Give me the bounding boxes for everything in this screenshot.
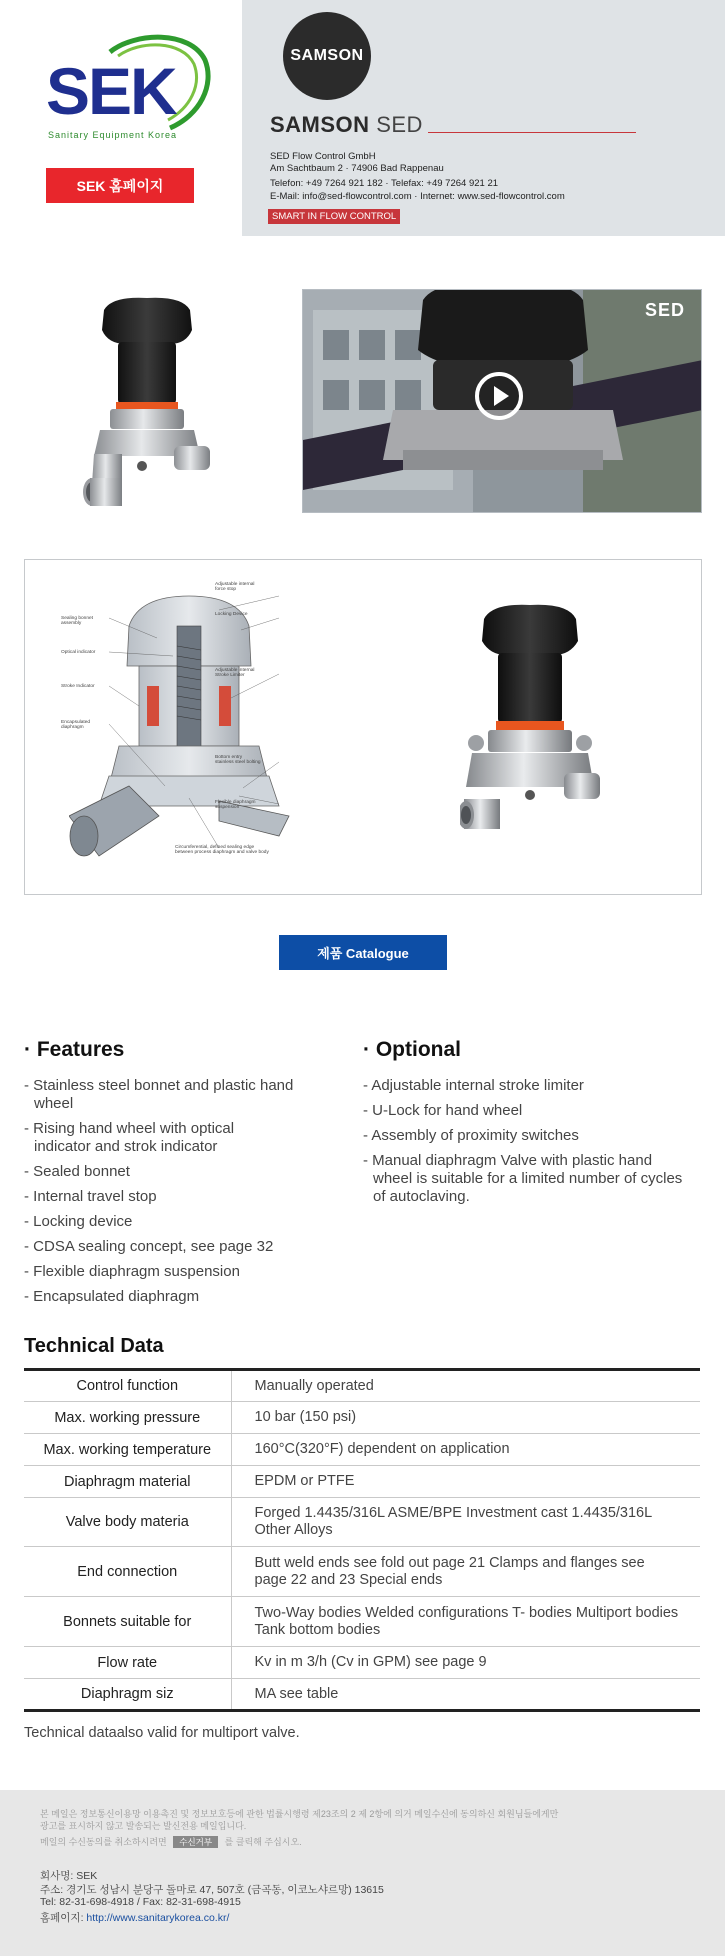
homepage-link[interactable]: http://www.sanitarykorea.co.kr/	[86, 1912, 230, 1924]
sek-logo	[40, 30, 220, 142]
samson-wordmark-bold: SAMSON	[270, 112, 370, 137]
spec-key: Valve body materia	[24, 1498, 231, 1547]
spec-key: Diaphragm material	[24, 1466, 231, 1498]
callout-bottom-entry: Bottom entry stainless steel bolting	[215, 755, 261, 766]
list-item: - Internal travel stop	[24, 1188, 157, 1205]
callout-flexible-suspension: Flexible diaphragm suspension	[215, 800, 256, 811]
footer-tel: Tel: 82-31-698-4918 / Fax: 82-31-698-4915	[40, 1896, 241, 1908]
features-list	[24, 1077, 294, 1313]
spec-value: Forged 1.4435/316L ASME/BPE Investment cast 1.4435/316L Other Alloys	[231, 1498, 700, 1547]
sek-logo-text: SEK	[46, 54, 176, 128]
technical-data-table	[24, 1368, 700, 1712]
callout-sealing-edge: Circumferential, defined sealing edge between process diaphragm and valve body	[175, 845, 269, 856]
unsubscribe-suffix: 를 클릭해 주십시오.	[224, 1837, 302, 1847]
spec-key: Flow rate	[24, 1647, 231, 1679]
valve-diagram-panel	[24, 559, 702, 895]
list-item: - Manual diaphragm Valve with plastic hand wheel is suitable for a limited number of cycles of autoclaving.	[363, 1152, 683, 1205]
samson-divider	[428, 132, 636, 133]
email-header	[0, 0, 725, 236]
technical-note: Technical dataalso valid for multiport valve.	[24, 1725, 300, 1741]
spec-value: 160°C(320°F) dependent on application	[231, 1434, 700, 1466]
spec-value: 10 bar (150 psi)	[231, 1402, 700, 1434]
sed-wordmark-thin: SED	[376, 112, 423, 137]
diaphragm-valve-photo	[460, 603, 600, 843]
homepage-label: 홈페이지:	[40, 1912, 87, 1924]
company-email-web: E-Mail: info@sed-flowcontrol.com · Internet: www.sed-flowcontrol.com	[270, 191, 565, 202]
samson-logo: SAMSON	[283, 12, 371, 100]
footer-company: 회사명: SEK	[40, 1870, 98, 1882]
spec-key: Max. working pressure	[24, 1402, 231, 1434]
spec-key: Max. working temperature	[24, 1434, 231, 1466]
callout-stroke-limiter: Adjustable internal Stroke Limiter	[215, 668, 255, 679]
table-row	[24, 1498, 700, 1547]
footer-unsubscribe-line	[40, 1835, 302, 1848]
email-footer	[0, 1790, 725, 1956]
spec-value: Butt weld ends see fold out page 21 Clamps and flanges see page 22 and 23 Special ends	[231, 1547, 700, 1597]
list-item: - Stainless steel bonnet and plastic hand wheel	[24, 1077, 294, 1112]
list-item: - Adjustable internal stroke limiter	[363, 1077, 584, 1094]
footer-notice-1: 본 메일은 정보통신이용망 이용촉진 및 정보보호등에 관한 법률시행령 제23조의 2 제 2항에 의거 메일수신에 동의하신 회원님들에게만	[40, 1809, 559, 1819]
sek-homepage-button[interactable]: SEK 홈페이지	[46, 168, 194, 203]
table-row	[24, 1597, 700, 1647]
samson-slogan: SMART IN FLOW CONTROL	[268, 209, 400, 224]
sek-panel	[0, 0, 242, 236]
spec-key: Control function	[24, 1370, 231, 1402]
spec-value: EPDM or PTFE	[231, 1466, 700, 1498]
technical-data-title: Technical Data	[24, 1335, 164, 1357]
play-icon	[494, 386, 509, 406]
list-item: - Flexible diaphragm suspension	[24, 1263, 240, 1280]
diaphragm-valve-image	[82, 296, 212, 512]
sek-tagline: Sanitary Equipment Korea	[48, 130, 178, 140]
list-item: - U-Lock for hand wheel	[363, 1102, 523, 1119]
table-row	[24, 1647, 700, 1679]
list-item: - Sealed bonnet	[24, 1163, 130, 1180]
list-item: - Assembly of proximity switches	[363, 1127, 579, 1144]
optional-list	[363, 1077, 693, 1213]
list-item: - CDSA sealing concept, see page 32	[24, 1238, 274, 1255]
spec-key: Diaphragm siz	[24, 1679, 231, 1711]
catalogue-button[interactable]: 제품 Catalogue	[279, 935, 447, 970]
callout-stroke-indicator: Stroke Indicator	[61, 684, 95, 689]
callout-optical-indicator: Optical indicator	[61, 650, 96, 655]
spec-key: End connection	[24, 1547, 231, 1597]
spec-value: Two-Way bodies Welded configurations T- bodies Multiport bodies Tank bottom bodies	[231, 1597, 700, 1647]
video-sed-logo: SED	[644, 300, 685, 320]
company-name: SED Flow Control GmbH	[270, 151, 376, 162]
unsubscribe-prefix: 메일의 수신동의를 취소하시려면	[40, 1837, 167, 1847]
table-row	[24, 1370, 700, 1402]
play-button[interactable]	[475, 372, 523, 420]
list-item: - Encapsulated diaphragm	[24, 1288, 200, 1305]
spec-key: Bonnets suitable for	[24, 1597, 231, 1647]
product-video[interactable]	[302, 289, 702, 513]
list-item: - Locking device	[24, 1213, 133, 1230]
valve-cutaway-diagram	[69, 586, 319, 876]
spec-value: Kv in m 3/h (Cv in GPM) see page 9	[231, 1647, 700, 1679]
callout-sealing-bonnet: Sealing bonnet assembly	[61, 616, 94, 627]
table-row	[24, 1434, 700, 1466]
callout-force-stop: Adjustable internal force stop	[215, 582, 255, 593]
callout-locking-device: Locking Device	[215, 612, 248, 617]
spec-value: MA see table	[254, 1685, 339, 1702]
table-row	[24, 1402, 700, 1434]
samson-sed-wordmark	[270, 112, 423, 138]
callout-encapsulated-diaphragm: Encapsulated diaphragm	[61, 720, 91, 731]
footer-notice-2: 광고를 표시하지 않고 발송되는 발신전용 메일입니다.	[40, 1821, 247, 1831]
features-title: · Features	[24, 1038, 125, 1061]
table-row	[24, 1547, 700, 1597]
table-row	[24, 1466, 700, 1498]
optional-title: · Optional	[363, 1038, 461, 1061]
company-phone-fax: Telefon: +49 7264 921 182 · Telefax: +49 7264 921 21	[270, 178, 499, 189]
list-item: - Rising hand wheel with optical indicator and strok indicator	[24, 1120, 235, 1155]
footer-address: 주소: 경기도 성남시 분당구 돌마로 47, 507호 (금곡동, 이코노샤르망) 13615	[40, 1884, 384, 1896]
table-row	[24, 1679, 700, 1711]
spec-value: Manually operated	[231, 1370, 700, 1402]
company-address: Am Sachtbaum 2 · 74906 Bad Rappenau	[270, 163, 444, 174]
footer-homepage	[40, 1910, 229, 1925]
unsubscribe-button[interactable]: 수신거부	[173, 1836, 218, 1848]
